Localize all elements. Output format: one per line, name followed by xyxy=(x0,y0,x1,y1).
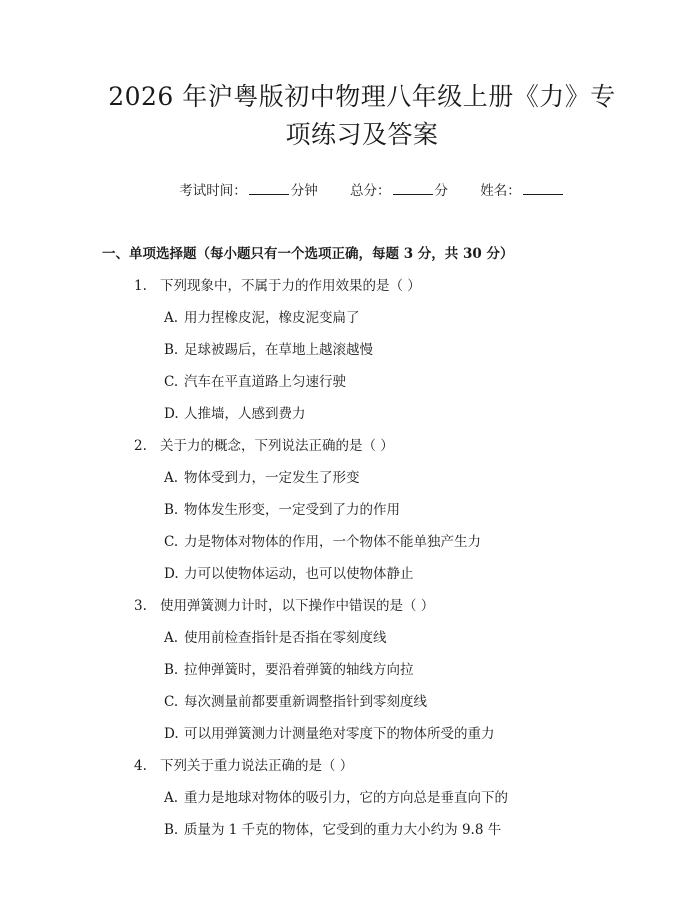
question-stem xyxy=(134,275,630,297)
exam-info xyxy=(94,180,630,201)
option-label: C. xyxy=(164,534,179,550)
name-label: 姓名： xyxy=(480,183,521,199)
option-label: B. xyxy=(164,662,179,678)
total-score-unit: 分 xyxy=(434,183,448,199)
question-stem xyxy=(134,595,630,617)
answer-option xyxy=(164,659,630,681)
question-stem xyxy=(134,755,630,777)
exam-time-blank xyxy=(249,180,289,195)
option-text: 力是物体对物体的作用，一个物体不能单独产生力 xyxy=(184,534,481,550)
option-label: B. xyxy=(164,502,179,518)
answer-option xyxy=(164,531,630,553)
answer-option xyxy=(164,371,630,393)
exam-time-label: 考试时间： xyxy=(179,183,247,199)
question-number: 2. xyxy=(134,438,147,454)
option-label: A. xyxy=(164,310,179,326)
answer-option xyxy=(164,307,630,329)
name-field xyxy=(480,180,565,201)
answer-option xyxy=(164,403,630,425)
option-text: 每次测量前都要重新调整指针到零刻度线 xyxy=(184,694,427,710)
option-text: 力可以使物体运动，也可以使物体静止 xyxy=(184,566,414,582)
answer-option xyxy=(164,499,630,521)
option-text: 汽车在平直道路上匀速行驶 xyxy=(184,374,346,390)
section-title: 一、单项选择题（每小题只有一个选项正确，每题 3 分，共 30 分） xyxy=(102,246,514,262)
question-number: 1. xyxy=(134,278,147,294)
question-text: 下列现象中，不属于力的作用效果的是（ ） xyxy=(160,278,421,294)
answer-option xyxy=(164,339,630,361)
exam-time-field xyxy=(179,180,318,201)
answer-option xyxy=(164,627,630,649)
answer-option xyxy=(164,467,630,489)
option-label: B. xyxy=(164,342,179,358)
question-text: 关于力的概念，下列说法正确的是（ ） xyxy=(160,438,394,454)
option-text: 质量为 1 千克的物体，它受到的重力大小约为 9.8 牛 xyxy=(184,822,502,838)
name-blank xyxy=(523,180,563,195)
option-text: 物体受到力，一定发生了形变 xyxy=(184,470,360,486)
title-line-2: 项练习及答案 xyxy=(285,120,439,149)
answer-option xyxy=(164,787,630,809)
option-label: B. xyxy=(164,822,179,838)
answer-option xyxy=(164,819,630,841)
total-score-field xyxy=(350,180,448,201)
option-text: 可以用弹簧测力计测量绝对零度下的物体所受的重力 xyxy=(184,726,495,742)
question-number: 3. xyxy=(134,598,147,614)
option-label: D. xyxy=(164,726,179,742)
option-label: C. xyxy=(164,374,179,390)
question-text: 使用弹簧测力计时，以下操作中错误的是（ ） xyxy=(160,598,435,614)
option-label: A. xyxy=(164,470,179,486)
option-label: A. xyxy=(164,790,179,806)
exam-time-unit: 分钟 xyxy=(290,183,318,199)
answer-option xyxy=(164,691,630,713)
document-title xyxy=(94,78,630,154)
option-text: 使用前检查指针是否指在零刻度线 xyxy=(184,630,387,646)
option-text: 人推墙，人感到费力 xyxy=(184,406,306,422)
option-text: 重力是地球对物体的吸引力，它的方向总是垂直向下的 xyxy=(184,790,508,806)
option-text: 用力捏橡皮泥，橡皮泥变扁了 xyxy=(184,310,360,326)
option-label: C. xyxy=(164,694,179,710)
title-line-1: 2026 年沪粤版初中物理八年级上册《力》专 xyxy=(108,82,616,111)
question-text: 下列关于重力说法正确的是（ ） xyxy=(160,758,354,774)
answer-option xyxy=(164,563,630,585)
total-score-label: 总分： xyxy=(350,183,391,199)
answer-option xyxy=(164,723,630,745)
option-text: 足球被踢后，在草地上越滚越慢 xyxy=(184,342,373,358)
total-score-blank xyxy=(393,180,433,195)
option-text: 物体发生形变，一定受到了力的作用 xyxy=(184,502,400,518)
question-list xyxy=(94,275,630,841)
option-label: D. xyxy=(164,406,179,422)
option-text: 拉伸弹簧时，要沿着弹簧的轴线方向拉 xyxy=(184,662,414,678)
question-number: 4. xyxy=(134,758,147,774)
question-stem xyxy=(134,435,630,457)
option-label: D. xyxy=(164,566,179,582)
option-label: A. xyxy=(164,630,179,646)
